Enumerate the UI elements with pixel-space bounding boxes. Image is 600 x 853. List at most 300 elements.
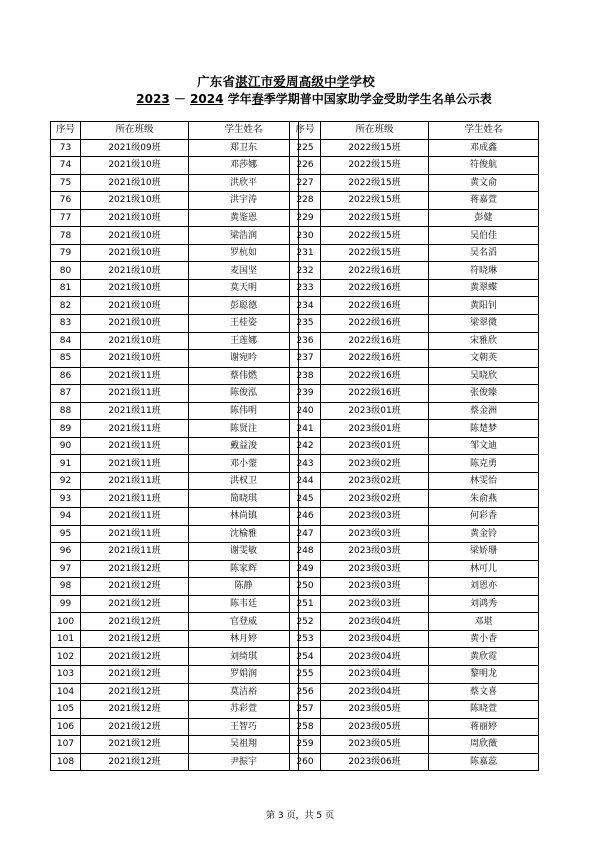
cell-student-name: 黄鉴恩 <box>189 209 299 227</box>
table-row <box>290 315 539 333</box>
cell-student-name: 官登威 <box>189 613 299 631</box>
cell-class: 2021级12班 <box>81 578 189 596</box>
cell-serial: 255 <box>290 665 321 683</box>
cell-student-name: 莫天明 <box>189 279 299 297</box>
cell-student-name: 何彩香 <box>429 508 539 526</box>
table-row <box>290 753 539 771</box>
cell-class: 2023级04班 <box>321 648 429 666</box>
cell-serial: 73 <box>51 139 81 157</box>
cell-class: 2022级16班 <box>321 350 429 368</box>
cell-serial: 240 <box>290 402 321 420</box>
cell-serial: 244 <box>290 472 321 490</box>
cell-student-name: 林月婷 <box>189 630 299 648</box>
cell-serial: 76 <box>51 192 81 210</box>
cell-serial: 91 <box>51 455 81 473</box>
cell-student-name: 梁娇珊 <box>429 543 539 561</box>
cell-serial: 254 <box>290 648 321 666</box>
table-row <box>51 648 299 666</box>
cell-student-name: 吴祖翔 <box>189 736 299 754</box>
cell-student-name: 黄翠蝶 <box>429 279 539 297</box>
cell-class: 2021级10班 <box>81 350 189 368</box>
table-row <box>51 525 299 543</box>
table-row <box>51 174 299 192</box>
cell-class: 2023级05班 <box>321 718 429 736</box>
cell-class: 2021级10班 <box>81 332 189 350</box>
cell-student-name: 陈克勇 <box>429 455 539 473</box>
cell-class: 2023级02班 <box>321 455 429 473</box>
table-row <box>51 385 299 403</box>
cell-serial: 226 <box>290 157 321 175</box>
table-row <box>290 297 539 315</box>
title-school: 湛江市爱周高级中学 <box>235 74 350 89</box>
header-student-name: 学生姓名 <box>429 122 539 140</box>
table-row <box>290 508 539 526</box>
cell-student-name: 黄欣霓 <box>429 648 539 666</box>
cell-class: 2021级10班 <box>81 244 189 262</box>
cell-student-name: 刘恩亦 <box>429 578 539 596</box>
table-row <box>290 472 539 490</box>
cell-serial: 243 <box>290 455 321 473</box>
cell-class: 2021级11班 <box>81 525 189 543</box>
table-row <box>290 560 539 578</box>
cell-serial: 246 <box>290 508 321 526</box>
title-province: 广东省 <box>197 74 236 89</box>
table-row <box>51 630 299 648</box>
cell-student-name: 陈伟明 <box>189 402 299 420</box>
cell-serial: 106 <box>51 718 81 736</box>
cell-serial: 81 <box>51 279 81 297</box>
cell-class: 2021级12班 <box>81 595 189 613</box>
table-row <box>290 139 539 157</box>
cell-serial: 258 <box>290 718 321 736</box>
cell-serial: 75 <box>51 174 81 192</box>
cell-serial: 97 <box>51 560 81 578</box>
title-year-end: 2024 <box>190 92 224 106</box>
table-row <box>290 192 539 210</box>
table-header-row <box>290 122 539 140</box>
table-row <box>290 174 539 192</box>
table-row <box>51 227 299 245</box>
table-row <box>290 455 539 473</box>
table-row <box>290 683 539 701</box>
cell-serial: 99 <box>51 595 81 613</box>
cell-student-name: 陈楚梦 <box>429 420 539 438</box>
cell-serial: 238 <box>290 367 321 385</box>
cell-class: 2021级11班 <box>81 420 189 438</box>
cell-student-name: 洪权卫 <box>189 472 299 490</box>
cell-serial: 82 <box>51 297 81 315</box>
title-season: 春 <box>251 92 264 106</box>
table-row <box>51 613 299 631</box>
cell-serial: 242 <box>290 437 321 455</box>
cell-class: 2021级10班 <box>81 297 189 315</box>
table-row <box>51 543 299 561</box>
cell-student-name: 邓小蓥 <box>189 455 299 473</box>
table-row <box>51 490 299 508</box>
cell-serial: 227 <box>290 174 321 192</box>
title-dash: － <box>173 92 186 106</box>
cell-serial: 233 <box>290 279 321 297</box>
cell-class: 2023级02班 <box>321 472 429 490</box>
cell-student-name: 罗杭如 <box>189 244 299 262</box>
title-subject: 季学期普中国家助学金受助学生名单公示表 <box>263 92 492 106</box>
title-year-start: 2023 <box>136 92 170 106</box>
table-row <box>51 736 299 754</box>
header-student-name: 学生姓名 <box>189 122 299 140</box>
cell-serial: 225 <box>290 139 321 157</box>
cell-serial: 96 <box>51 543 81 561</box>
table-row <box>290 701 539 719</box>
table-row <box>51 718 299 736</box>
cell-class: 2022级15班 <box>321 192 429 210</box>
cell-serial: 95 <box>51 525 81 543</box>
cell-serial: 74 <box>51 157 81 175</box>
table-row <box>290 490 539 508</box>
cell-class: 2021级10班 <box>81 174 189 192</box>
cell-student-name: 彭健 <box>429 209 539 227</box>
cell-class: 2022级16班 <box>321 315 429 333</box>
table-row <box>51 297 299 315</box>
cell-student-name: 邓莎娜 <box>189 157 299 175</box>
cell-class: 2023级03班 <box>321 595 429 613</box>
cell-class: 2023级01班 <box>321 420 429 438</box>
cell-student-name: 黄金铃 <box>429 525 539 543</box>
cell-student-name: 陈家辉 <box>189 560 299 578</box>
cell-class: 2021级10班 <box>81 227 189 245</box>
cell-student-name: 林尚镇 <box>189 508 299 526</box>
table-row <box>290 437 539 455</box>
table-row <box>290 665 539 683</box>
cell-serial: 89 <box>51 420 81 438</box>
table-row <box>290 262 539 280</box>
cell-class: 2023级04班 <box>321 630 429 648</box>
cell-class: 2022级16班 <box>321 262 429 280</box>
cell-class: 2023级05班 <box>321 701 429 719</box>
cell-serial: 232 <box>290 262 321 280</box>
table-row <box>51 157 299 175</box>
cell-class: 2021级12班 <box>81 560 189 578</box>
cell-class: 2022级16班 <box>321 367 429 385</box>
cell-student-name: 邹文迪 <box>429 437 539 455</box>
cell-student-name: 陈静 <box>189 578 299 596</box>
title-year-word: 学年 <box>227 92 252 106</box>
table-row <box>51 139 299 157</box>
table-row <box>51 209 299 227</box>
cell-serial: 100 <box>51 613 81 631</box>
cell-serial: 86 <box>51 367 81 385</box>
cell-class: 2021级10班 <box>81 262 189 280</box>
cell-class: 2023级03班 <box>321 525 429 543</box>
cell-class: 2021级11班 <box>81 472 189 490</box>
title-school-suffix: 学校 <box>349 74 375 89</box>
cell-student-name: 朱俞燕 <box>429 490 539 508</box>
roster-table-left <box>50 121 299 771</box>
cell-student-name: 蒋丽婷 <box>429 718 539 736</box>
table-row <box>51 701 299 719</box>
table-row <box>51 508 299 526</box>
cell-student-name: 戴益浚 <box>189 437 299 455</box>
header-serial: 序号 <box>51 122 81 140</box>
cell-serial: 87 <box>51 385 81 403</box>
table-row <box>290 613 539 631</box>
cell-student-name: 陈俊泓 <box>189 385 299 403</box>
table-row <box>290 402 539 420</box>
table-row <box>51 192 299 210</box>
cell-class: 2023级05班 <box>321 736 429 754</box>
cell-serial: 77 <box>51 209 81 227</box>
table-row <box>51 332 299 350</box>
cell-class: 2023级06班 <box>321 753 429 771</box>
cell-student-name: 彭聪德 <box>189 297 299 315</box>
cell-serial: 83 <box>51 315 81 333</box>
cell-serial: 88 <box>51 402 81 420</box>
cell-serial: 241 <box>290 420 321 438</box>
table-row <box>290 718 539 736</box>
cell-class: 2023级03班 <box>321 508 429 526</box>
table-row <box>51 665 299 683</box>
cell-class: 2022级15班 <box>321 227 429 245</box>
cell-student-name: 吴晓欣 <box>429 367 539 385</box>
cell-class: 2021级12班 <box>81 630 189 648</box>
cell-student-name: 陈晓萱 <box>429 701 539 719</box>
cell-student-name: 周欣薇 <box>429 736 539 754</box>
cell-class: 2021级12班 <box>81 718 189 736</box>
cell-class: 2021级12班 <box>81 613 189 631</box>
cell-student-name: 梁浩润 <box>189 227 299 245</box>
table-row <box>51 578 299 596</box>
cell-class: 2022级16班 <box>321 279 429 297</box>
cell-student-name: 陈嘉蕊 <box>429 753 539 771</box>
cell-serial: 101 <box>51 630 81 648</box>
cell-student-name: 蔡文喜 <box>429 683 539 701</box>
cell-student-name: 洪宇涛 <box>189 192 299 210</box>
cell-serial: 257 <box>290 701 321 719</box>
table-row <box>290 543 539 561</box>
cell-student-name: 张俊臻 <box>429 385 539 403</box>
cell-class: 2023级03班 <box>321 543 429 561</box>
cell-student-name: 刘绮琪 <box>189 648 299 666</box>
cell-class: 2023级03班 <box>321 578 429 596</box>
cell-class: 2021级09班 <box>81 139 189 157</box>
cell-serial: 84 <box>51 332 81 350</box>
cell-serial: 251 <box>290 595 321 613</box>
table-row <box>51 315 299 333</box>
cell-serial: 245 <box>290 490 321 508</box>
cell-serial: 235 <box>290 315 321 333</box>
cell-serial: 90 <box>51 437 81 455</box>
cell-student-name: 谢雯敏 <box>189 543 299 561</box>
cell-serial: 103 <box>51 665 81 683</box>
cell-student-name: 吴伯佳 <box>429 227 539 245</box>
cell-class: 2022级15班 <box>321 244 429 262</box>
cell-class: 2023级03班 <box>321 560 429 578</box>
cell-class: 2023级04班 <box>321 683 429 701</box>
cell-serial: 230 <box>290 227 321 245</box>
cell-serial: 248 <box>290 543 321 561</box>
cell-serial: 228 <box>290 192 321 210</box>
table-row <box>51 437 299 455</box>
cell-class: 2022级16班 <box>321 332 429 350</box>
cell-student-name: 苏彩萱 <box>189 701 299 719</box>
cell-class: 2021级10班 <box>81 279 189 297</box>
cell-student-name: 吴名滔 <box>429 244 539 262</box>
cell-class: 2021级11班 <box>81 543 189 561</box>
document-title-line1 <box>0 72 600 90</box>
cell-class: 2022级15班 <box>321 139 429 157</box>
cell-class: 2021级11班 <box>81 437 189 455</box>
cell-class: 2021级11班 <box>81 402 189 420</box>
cell-student-name: 陈贤注 <box>189 420 299 438</box>
cell-class: 2021级10班 <box>81 157 189 175</box>
cell-student-name: 邓堪 <box>429 613 539 631</box>
cell-class: 2021级11班 <box>81 385 189 403</box>
cell-class: 2021级10班 <box>81 192 189 210</box>
table-header-row <box>51 122 299 140</box>
table-row <box>290 420 539 438</box>
table-row <box>290 595 539 613</box>
cell-class: 2021级10班 <box>81 315 189 333</box>
table-row <box>51 279 299 297</box>
table-row <box>290 630 539 648</box>
cell-class: 2023级04班 <box>321 613 429 631</box>
cell-student-name: 黄文俞 <box>429 174 539 192</box>
cell-class: 2021级12班 <box>81 665 189 683</box>
table-row <box>51 455 299 473</box>
cell-class: 2021级12班 <box>81 648 189 666</box>
table-row <box>290 209 539 227</box>
table-row <box>51 595 299 613</box>
cell-student-name: 黎明龙 <box>429 665 539 683</box>
cell-student-name: 符晓琳 <box>429 262 539 280</box>
table-row <box>290 227 539 245</box>
cell-serial: 259 <box>290 736 321 754</box>
cell-student-name: 洪欣平 <box>189 174 299 192</box>
cell-student-name: 刘鸿秀 <box>429 595 539 613</box>
cell-class: 2023级04班 <box>321 665 429 683</box>
cell-serial: 92 <box>51 472 81 490</box>
cell-class: 2021级12班 <box>81 683 189 701</box>
page-footer: 第 3 页，共 5 页 <box>266 811 334 821</box>
cell-student-name: 邓成鑫 <box>429 139 539 157</box>
cell-class: 2021级10班 <box>81 209 189 227</box>
cell-serial: 247 <box>290 525 321 543</box>
cell-class: 2021级12班 <box>81 753 189 771</box>
cell-student-name: 郑卫东 <box>189 139 299 157</box>
cell-student-name: 陈韦廷 <box>189 595 299 613</box>
cell-student-name: 蒋嘉萱 <box>429 192 539 210</box>
cell-serial: 105 <box>51 701 81 719</box>
cell-class: 2022级16班 <box>321 297 429 315</box>
cell-class: 2021级11班 <box>81 367 189 385</box>
cell-student-name: 林雯怡 <box>429 472 539 490</box>
cell-class: 2021级11班 <box>81 508 189 526</box>
cell-serial: 98 <box>51 578 81 596</box>
cell-class: 2023级01班 <box>321 402 429 420</box>
table-row <box>290 525 539 543</box>
cell-class: 2021级12班 <box>81 736 189 754</box>
cell-serial: 253 <box>290 630 321 648</box>
cell-serial: 229 <box>290 209 321 227</box>
cell-serial: 239 <box>290 385 321 403</box>
table-row <box>51 262 299 280</box>
table-row <box>51 560 299 578</box>
cell-serial: 93 <box>51 490 81 508</box>
table-row <box>51 420 299 438</box>
roster-table-right <box>289 121 539 771</box>
cell-class: 2023级01班 <box>321 437 429 455</box>
table-row <box>51 683 299 701</box>
cell-class: 2022级15班 <box>321 157 429 175</box>
cell-serial: 102 <box>51 648 81 666</box>
cell-serial: 249 <box>290 560 321 578</box>
table-row <box>51 402 299 420</box>
cell-serial: 79 <box>51 244 81 262</box>
cell-student-name: 沈榆雅 <box>189 525 299 543</box>
cell-class: 2021级11班 <box>81 455 189 473</box>
cell-serial: 256 <box>290 683 321 701</box>
cell-serial: 94 <box>51 508 81 526</box>
cell-student-name: 林可儿 <box>429 560 539 578</box>
cell-class: 2021级11班 <box>81 490 189 508</box>
table-row <box>290 279 539 297</box>
cell-serial: 85 <box>51 350 81 368</box>
cell-serial: 237 <box>290 350 321 368</box>
cell-student-name: 梁翠微 <box>429 315 539 333</box>
cell-serial: 250 <box>290 578 321 596</box>
document-title-line2 <box>0 90 600 107</box>
cell-class: 2022级15班 <box>321 174 429 192</box>
cell-class: 2022级16班 <box>321 385 429 403</box>
table-row <box>51 753 299 771</box>
cell-student-name: 文朝英 <box>429 350 539 368</box>
cell-serial: 234 <box>290 297 321 315</box>
cell-serial: 231 <box>290 244 321 262</box>
table-row <box>290 367 539 385</box>
header-serial: 序号 <box>290 122 321 140</box>
table-row <box>51 244 299 262</box>
cell-class: 2021级12班 <box>81 701 189 719</box>
cell-serial: 104 <box>51 683 81 701</box>
cell-serial: 108 <box>51 753 81 771</box>
cell-student-name: 莫洁裕 <box>189 683 299 701</box>
cell-student-name: 尹振宇 <box>189 753 299 771</box>
cell-class: 2023级02班 <box>321 490 429 508</box>
table-row <box>290 648 539 666</box>
cell-student-name: 罗娟润 <box>189 665 299 683</box>
cell-student-name: 简晓琪 <box>189 490 299 508</box>
cell-serial: 78 <box>51 227 81 245</box>
cell-student-name: 符俊航 <box>429 157 539 175</box>
cell-student-name: 谢宛吟 <box>189 350 299 368</box>
cell-serial: 107 <box>51 736 81 754</box>
cell-student-name: 蔡金洲 <box>429 402 539 420</box>
cell-serial: 236 <box>290 332 321 350</box>
cell-student-name: 王桂姿 <box>189 315 299 333</box>
header-class: 所在班级 <box>81 122 189 140</box>
table-row <box>290 157 539 175</box>
table-row <box>290 736 539 754</box>
cell-serial: 252 <box>290 613 321 631</box>
table-row <box>290 332 539 350</box>
cell-serial: 260 <box>290 753 321 771</box>
cell-serial: 80 <box>51 262 81 280</box>
cell-student-name: 麦国坚 <box>189 262 299 280</box>
table-row <box>51 350 299 368</box>
cell-student-name: 黄小香 <box>429 630 539 648</box>
table-row <box>290 244 539 262</box>
table-row <box>290 385 539 403</box>
table-row <box>51 367 299 385</box>
